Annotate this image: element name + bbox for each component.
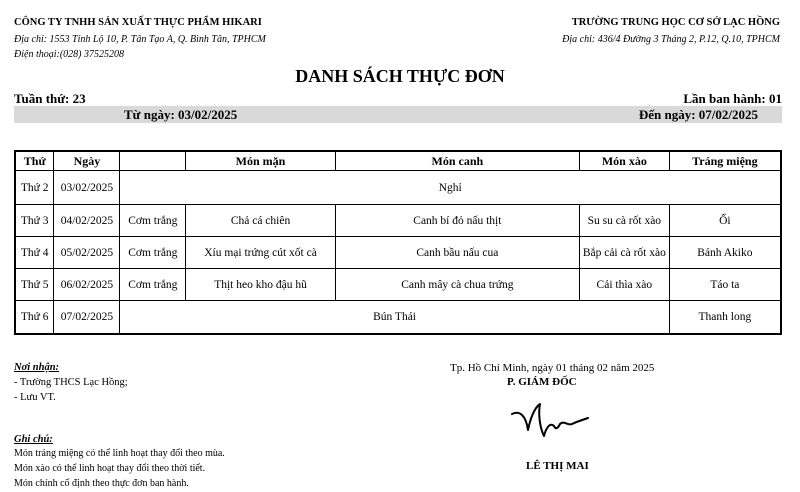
page-title: DANH SÁCH THỰC ĐƠN <box>295 66 505 86</box>
school-name: TRƯỜNG TRUNG HỌC CƠ SỞ LẠC HỒNG <box>571 17 780 28</box>
week-number: Tuần thứ: 23 <box>14 91 86 106</box>
recipient-item: - Lưu VT. <box>14 392 56 403</box>
note-item: Món xào có thể linh hoạt thay đổi theo thời tiết. <box>14 463 206 474</box>
company-phone: Điện thoại:(028) 37525208 <box>14 49 124 60</box>
cell-day: Thứ 6 <box>15 301 54 335</box>
header-date: Ngày <box>54 151 120 171</box>
cell-dessert: Ổi <box>669 205 781 237</box>
cell-main-dish: Chả cá chiên <box>186 205 336 237</box>
table-row <box>15 301 781 335</box>
table-row <box>15 237 781 269</box>
cell-main-dish: Thịt heo kho đậu hũ <box>186 269 336 301</box>
table-row <box>15 171 781 205</box>
company-name: CÔNG TY TNHH SẢN XUẤT THỰC PHẨM HIKARI <box>14 17 262 28</box>
handwritten-signature <box>510 400 590 445</box>
cell-rice: Cơm trắng <box>120 205 186 237</box>
cell-soup: Canh mây cà chua trứng <box>335 269 579 301</box>
table-row <box>15 205 781 237</box>
note-item: Món tráng miệng có thể linh hoạt thay đổi theo mùa. <box>14 448 225 459</box>
cell-stir-fry: Cải thìa xào <box>579 269 669 301</box>
header-dessert: Tráng miệng <box>669 151 781 171</box>
cell-main-dish: Xíu mại trứng cút xốt cà <box>186 237 336 269</box>
cell-stir-fry: Bắp cải cà rốt xào <box>579 237 669 269</box>
cell-dessert: Bánh Akiko <box>669 237 781 269</box>
cell-date: 05/02/2025 <box>54 237 120 269</box>
header-stir-fry: Món xào <box>579 151 669 171</box>
header-main-dish: Món mặn <box>186 151 336 171</box>
note-item: Món chính cố định theo thực đơn ban hành. <box>14 478 189 489</box>
cell-soup: Canh bầu nấu cua <box>335 237 579 269</box>
notes-heading: Ghi chú: <box>14 434 53 445</box>
date-to: Đến ngày: 07/02/2025 <box>638 107 758 122</box>
recipient-item: - Trường THCS Lạc Hồng; <box>14 377 128 388</box>
issue-number: Lần ban hành: 01 <box>683 91 782 106</box>
cell-rice: Cơm trắng <box>120 269 186 301</box>
cell-merged: Bún Thái <box>120 301 669 335</box>
cell-day: Thứ 3 <box>15 205 54 237</box>
cell-merged: Nghỉ <box>120 171 781 205</box>
signer-position: P. GIÁM ĐỐC <box>507 376 577 388</box>
cell-dessert: Thanh long <box>669 301 781 335</box>
school-address: Địa chỉ: 436/4 Đường 3 Tháng 2, P.12, Q.10, TPHCM <box>562 34 780 45</box>
table-row <box>15 269 781 301</box>
cell-date: 07/02/2025 <box>54 301 120 335</box>
cell-day: Thứ 5 <box>15 269 54 301</box>
header-day: Thứ <box>15 151 54 171</box>
header-soup: Món canh <box>335 151 579 171</box>
cell-day: Thứ 4 <box>15 237 54 269</box>
cell-day: Thứ 2 <box>15 171 54 205</box>
header-rice <box>120 151 186 171</box>
place-date: Tp. Hồ Chí Minh, ngày 01 tháng 02 năm 2025 <box>450 362 655 374</box>
cell-soup: Canh bí đỏ nấu thịt <box>335 205 579 237</box>
signer-name: LÊ THỊ MAI <box>526 460 589 472</box>
cell-dessert: Táo ta <box>669 269 781 301</box>
date-from: Từ ngày: 03/02/2025 <box>124 107 238 122</box>
recipients-heading: Nơi nhận: <box>14 362 60 373</box>
table-header-row <box>15 151 781 171</box>
cell-rice: Cơm trắng <box>120 237 186 269</box>
menu-table <box>14 150 782 335</box>
cell-stir-fry: Su su cà rốt xào <box>579 205 669 237</box>
cell-date: 03/02/2025 <box>54 171 120 205</box>
company-address: Địa chỉ: 1553 Tỉnh Lộ 10, P. Tân Tạo A, Q. Bình Tân, TPHCM <box>14 34 266 45</box>
cell-date: 04/02/2025 <box>54 205 120 237</box>
cell-date: 06/02/2025 <box>54 269 120 301</box>
